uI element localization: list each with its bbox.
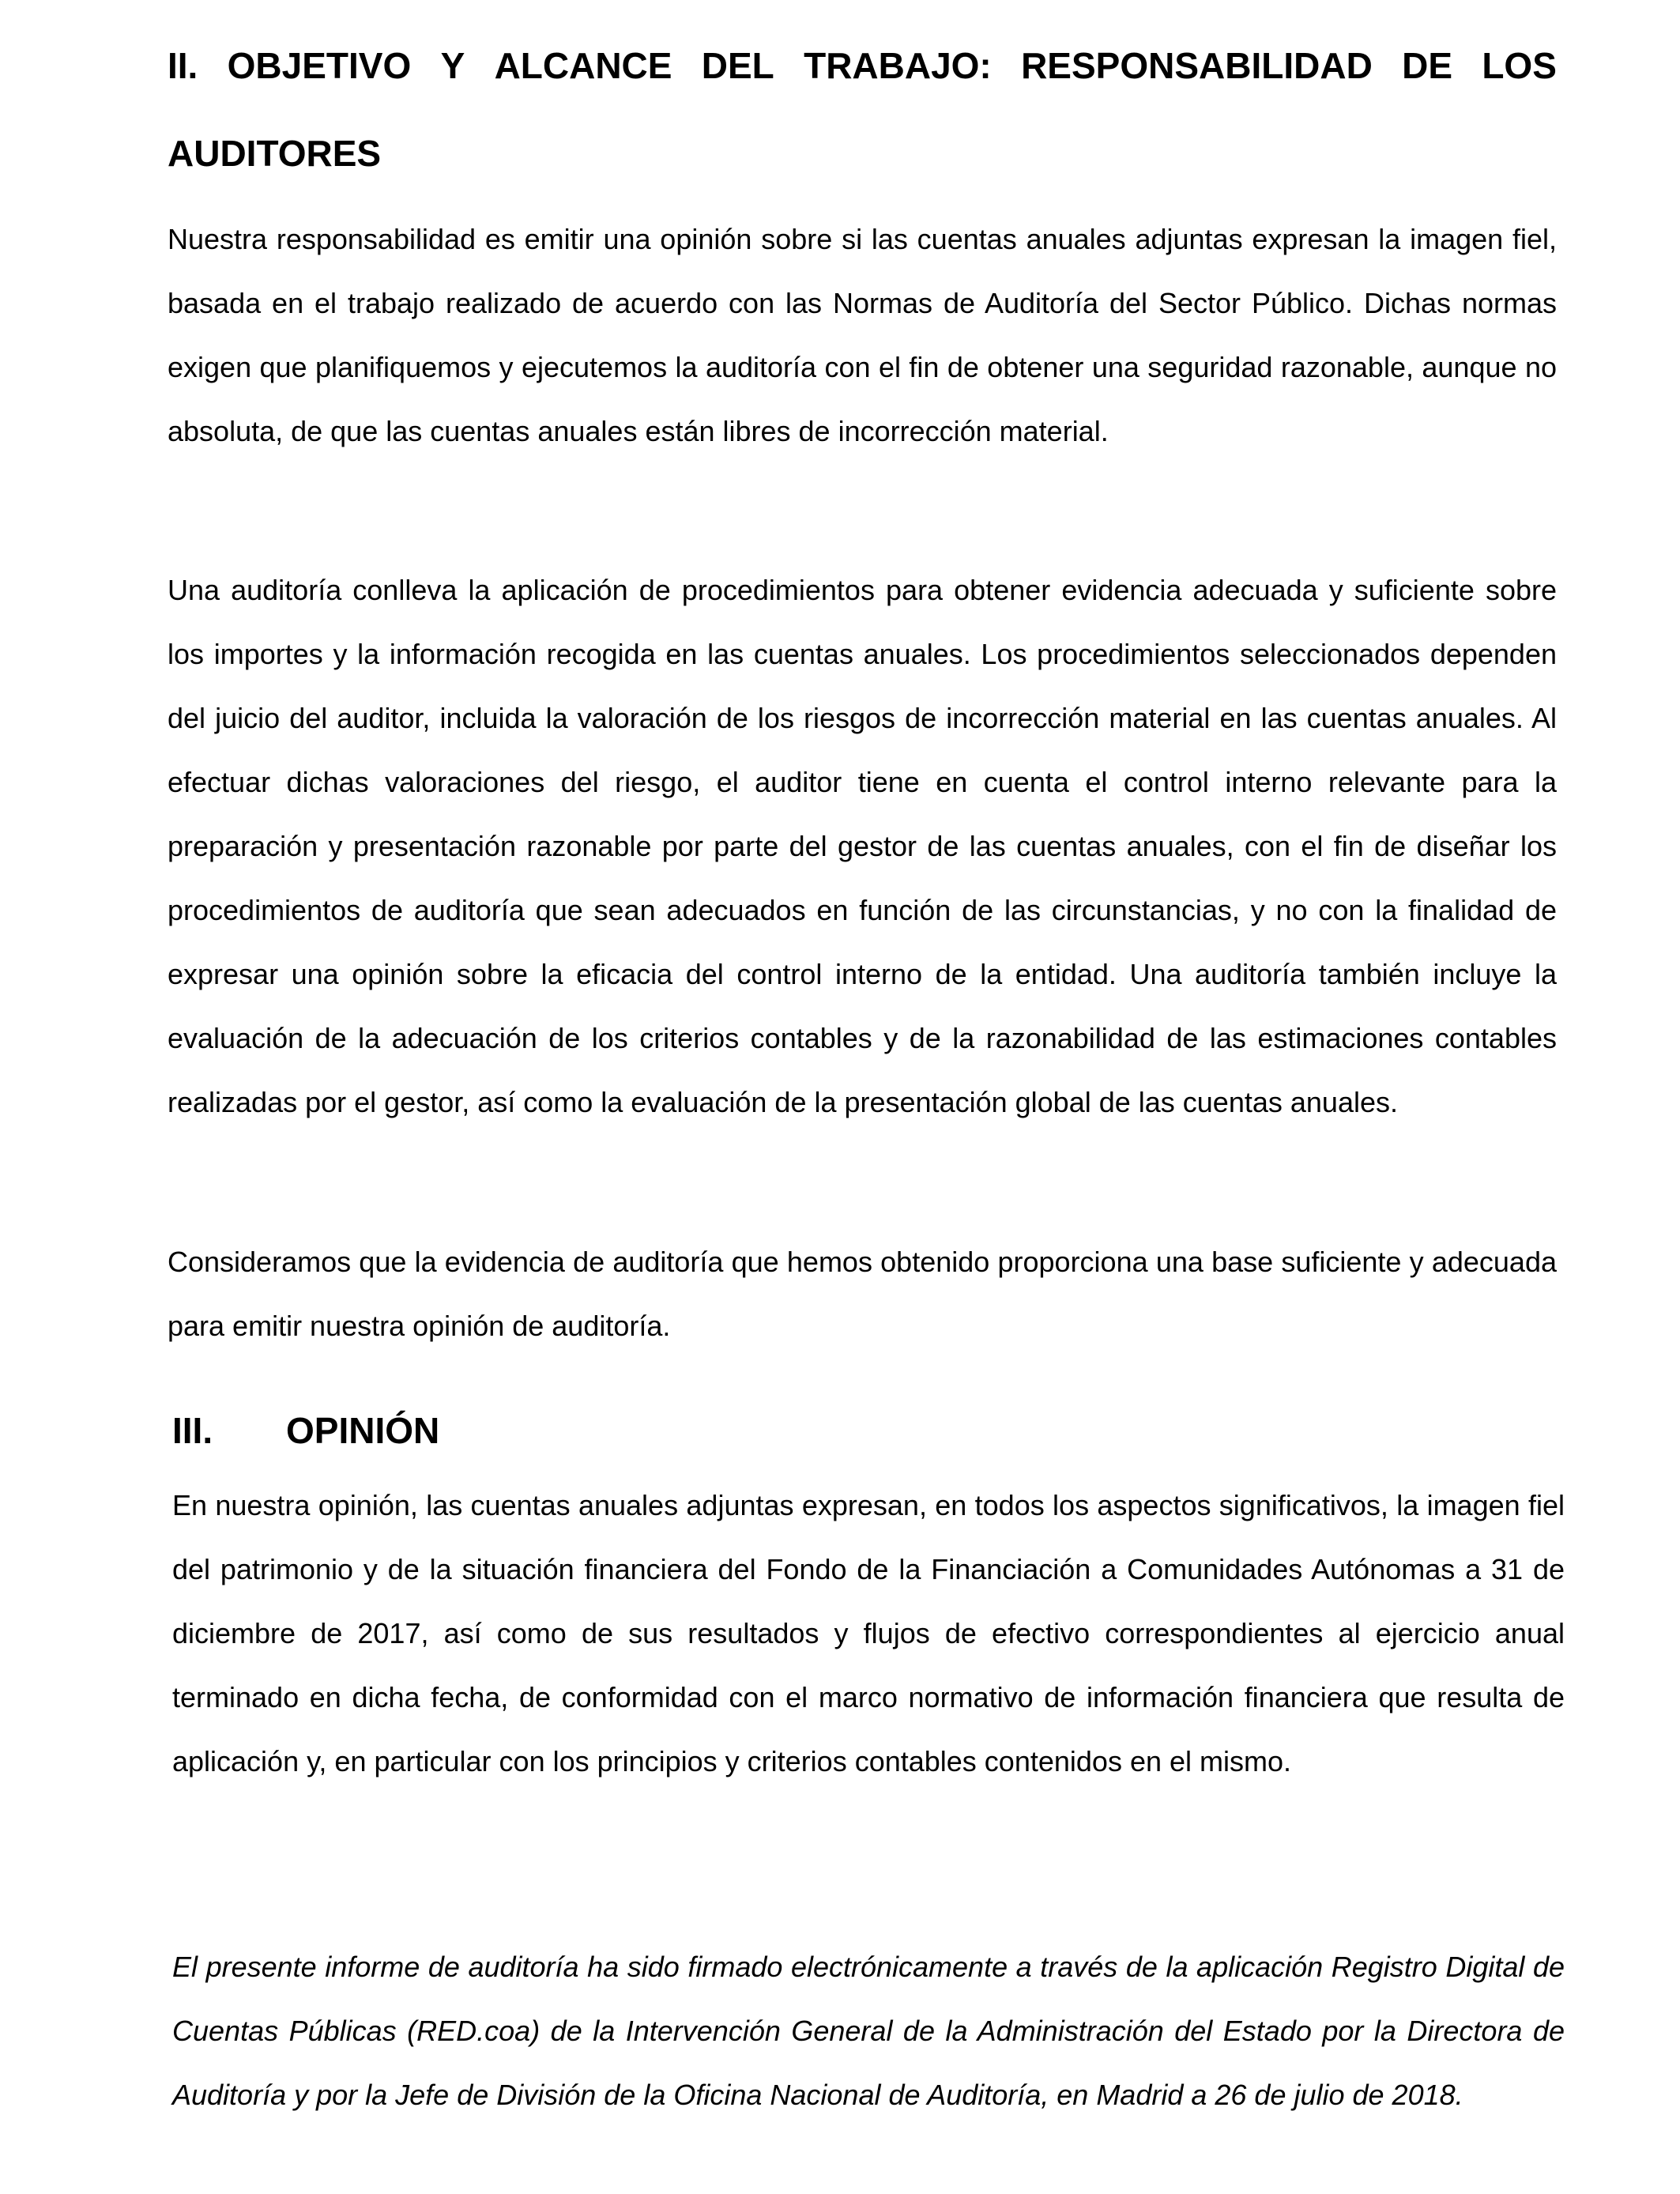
section-ii-title-line2: AUDITORES xyxy=(168,133,382,174)
signature-note: El presente informe de auditoría ha sido firmado electrónicamente a través de la aplicación Registro Digital de Cuentas Públicas (RED.coa) de la Intervención General de la Administración del Estado por la Directora de Auditoría y por la Jefe de División de la Oficina Nacional de Auditoría, en Madrid a 26 de julio de 2018. xyxy=(172,1951,1565,2111)
section-ii-title-word: Y xyxy=(440,45,465,86)
section-ii-heading xyxy=(168,19,1557,194)
section-ii-title-word: OBJETIVO xyxy=(227,45,412,86)
section-iii-paragraph: En nuestra opinión, las cuentas anuales adjuntas expresan, en todos los aspectos significativos, la imagen fiel del patrimonio y de la situación financiera del Fondo de la Financiación a Comunidades Autónomas a 31 de diciembre de 2017, así como de sus resultados y flujos de efectivo correspondientes al ejercicio anual terminado en dicha fecha, de conformidad con el marco normativo de información financiera que resulta de aplicación y, en particular con los principios y criterios contables contenidos en el mismo. xyxy=(172,1489,1565,1777)
section-ii-title-word: LOS xyxy=(1482,45,1557,86)
section-ii-title-word: TRABAJO: xyxy=(804,45,992,86)
section-ii-title-word: RESPONSABILIDAD xyxy=(1021,45,1373,86)
section-ii-title-word: DE xyxy=(1402,45,1453,86)
section-ii-number: II. xyxy=(168,45,198,86)
section-ii-heading-line1 xyxy=(168,19,1557,112)
section-ii-title-word: ALCANCE xyxy=(494,45,672,86)
section-ii-paragraph-2: Una auditoría conlleva la aplicación de procedimientos para obtener evidencia adecuada y suficiente sobre los importes y la información recogida en las cuentas anuales. Los procedimientos seleccionados dependen del juicio del auditor, incluida la valoración de los riesgos de incorrección material en las cuentas anuales. Al efectuar dichas valoraciones del riesgo, el auditor tiene en cuenta el control interno relevante para la preparación y presentación razonable por parte del gestor de las cuentas anuales, con el fin de diseñar los procedimientos de auditoría que sean adecuados en función de las circunstancias, y no con la finalidad de expresar una opinión sobre la eficacia del control interno de la entidad. Una auditoría también incluye la evaluación de la adecuación de los criterios contables y de la razonabilidad de las estimaciones contables realizadas por el gestor, así como la evaluación de la presentación global de las cuentas anuales. xyxy=(168,574,1557,1118)
section-ii-title-word: DEL xyxy=(701,45,774,86)
section-ii-paragraph-3: Consideramos que la evidencia de auditoría que hemos obtenido proporciona una base suficiente y adecuada para emitir nuestra opinión de auditoría. xyxy=(168,1246,1557,1342)
section-iii-title: OPINIÓN xyxy=(286,1410,440,1451)
section-iii-heading xyxy=(172,1391,1563,1470)
section-iii-number: III. xyxy=(172,1410,213,1451)
section-ii-paragraph-1: Nuestra responsabilidad es emitir una opinión sobre si las cuentas anuales adjuntas expresan la imagen fiel, basada en el trabajo realizado de acuerdo con las Normas de Auditoría del Sector Público. Dichas normas exigen que planifiquemos y ejecutemos la auditoría con el fin de obtener una seguridad razonable, aunque no absoluta, de que las cuentas anuales están libres de incorrección material. xyxy=(168,223,1557,447)
